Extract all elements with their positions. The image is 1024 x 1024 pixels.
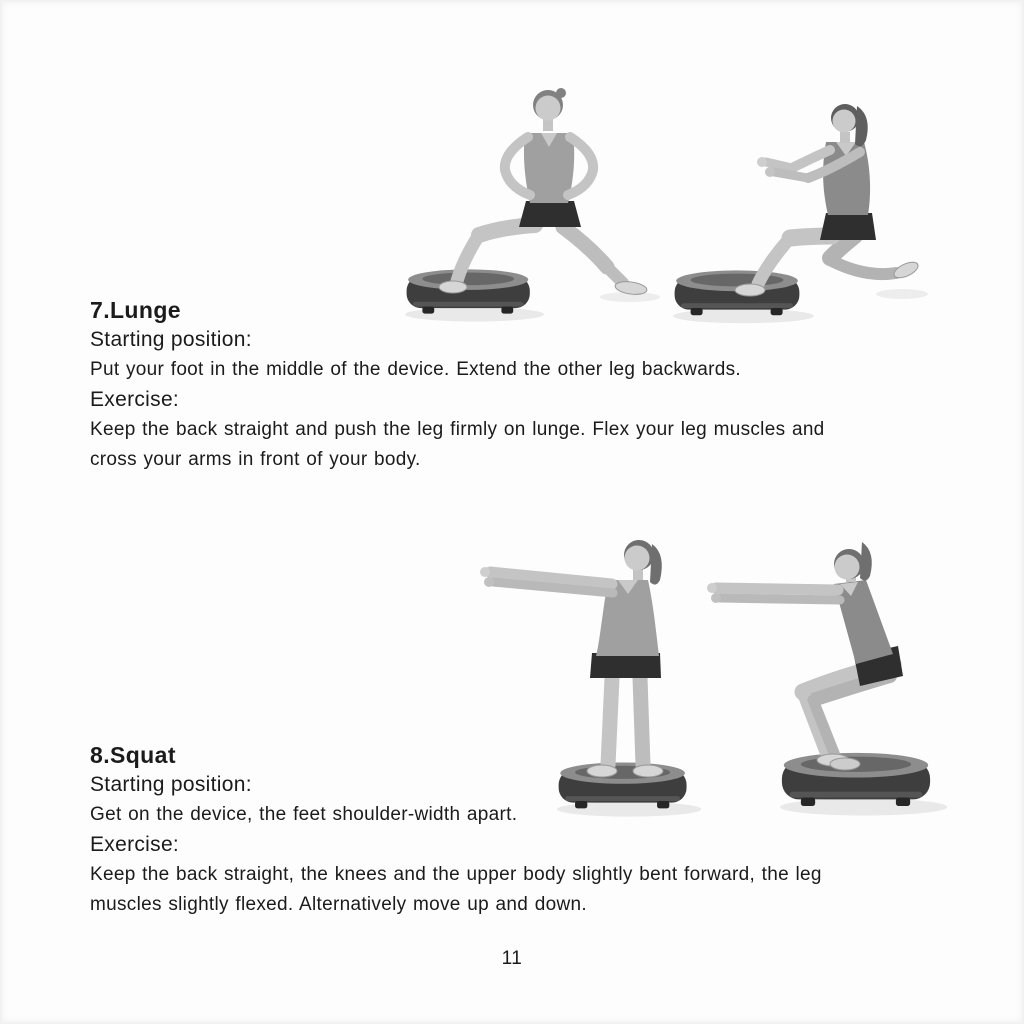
page-number: 11 <box>501 948 523 969</box>
section-squat <box>90 740 970 920</box>
exercise-label: Exercise: <box>90 388 180 411</box>
starting-position-text: Put your foot in the middle of the device. Extend the other leg backwards. <box>90 359 741 380</box>
section-lunge <box>90 295 970 475</box>
exercise-text-line: Keep the back straight, the knees and the upper body slightly bent forward, the leg <box>90 864 822 885</box>
section-heading: 7.Lunge <box>90 297 181 323</box>
starting-position-text: Get on the device, the feet shoulder-width apart. <box>90 804 518 825</box>
starting-position-label: Starting position: <box>90 773 252 796</box>
section-heading: 8.Squat <box>90 742 176 768</box>
exercise-text-line: Keep the back straight and push the leg firmly on lunge. Flex your leg muscles and <box>90 419 825 440</box>
exercise-text-line: cross your arms in front of your body. <box>90 449 421 470</box>
starting-position-label: Starting position: <box>90 328 252 351</box>
exercise-label: Exercise: <box>90 833 180 856</box>
exercise-text-line: muscles slightly flexed. Alternatively move up and down. <box>90 894 587 915</box>
